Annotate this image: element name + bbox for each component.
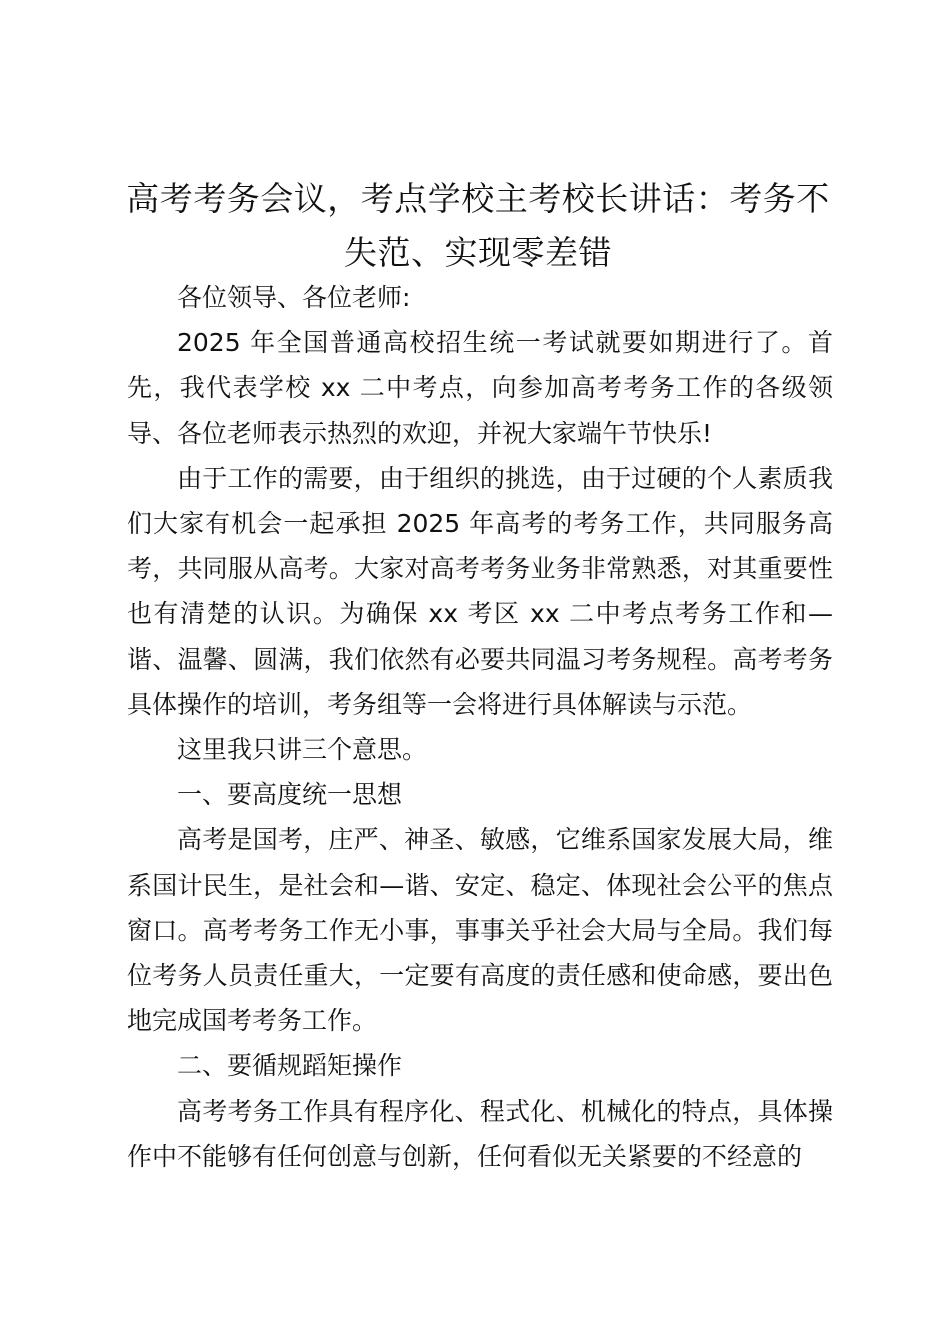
paragraph-opening: 2025 年全国普通高校招生统一考试就要如期进行了。首先，我代表学校 xx 二中考点，向参加高考考务工作的各级领导、各位老师表示热烈的欢迎，并祝大家端午节快乐!: [127, 328, 833, 448]
section-heading-1: 一、要高度统一思想: [177, 780, 403, 810]
document-title: 高考考务会议，考点学校主考校长讲话：考务不失范、实现零差错: [126, 179, 830, 272]
paragraph-section-2: 高考考务工作具有程序化、程式化、机械化的特点，具体操作中不能够有任何创意与创新，任何看似无关紧要的不经意的: [127, 1096, 833, 1171]
document-body: [127, 275, 833, 1179]
salutation: 各位领导、各位老师:: [177, 283, 411, 312]
paragraph-section-1: 高考是国考，庄严、神圣、敏感，它维系国家发展大局，维系国计民生，是社会和—谐、安定、稳定、体现社会公平的焦点窗口。高考考务工作无小事，事事关乎社会大局与全局。我们每位考务人员责任重大，一定要有高度的责任感和使命感，要出色地完成国考考务工作。: [127, 825, 833, 1036]
paragraph-background: 由于工作的需要，由于组织的挑选，由于过硬的个人素质我们大家有机会一起承担 2025 年高考的考务工作，共同服务高考，共同服从高考。大家对高考考务业务非常熟悉，对其重要性也有清楚的认识。为确保 xx 考区 xx 二中考点考务工作和—谐、温馨、圆满，我们依然有必要共同温习考务规程。高考考务具体操作的培训，考务组等一会将进行具体解读与示范。: [127, 463, 833, 719]
paragraph-intro: 这里我只讲三个意思。: [177, 735, 428, 765]
section-heading-2: 二、要循规蹈矩操作: [177, 1051, 403, 1081]
